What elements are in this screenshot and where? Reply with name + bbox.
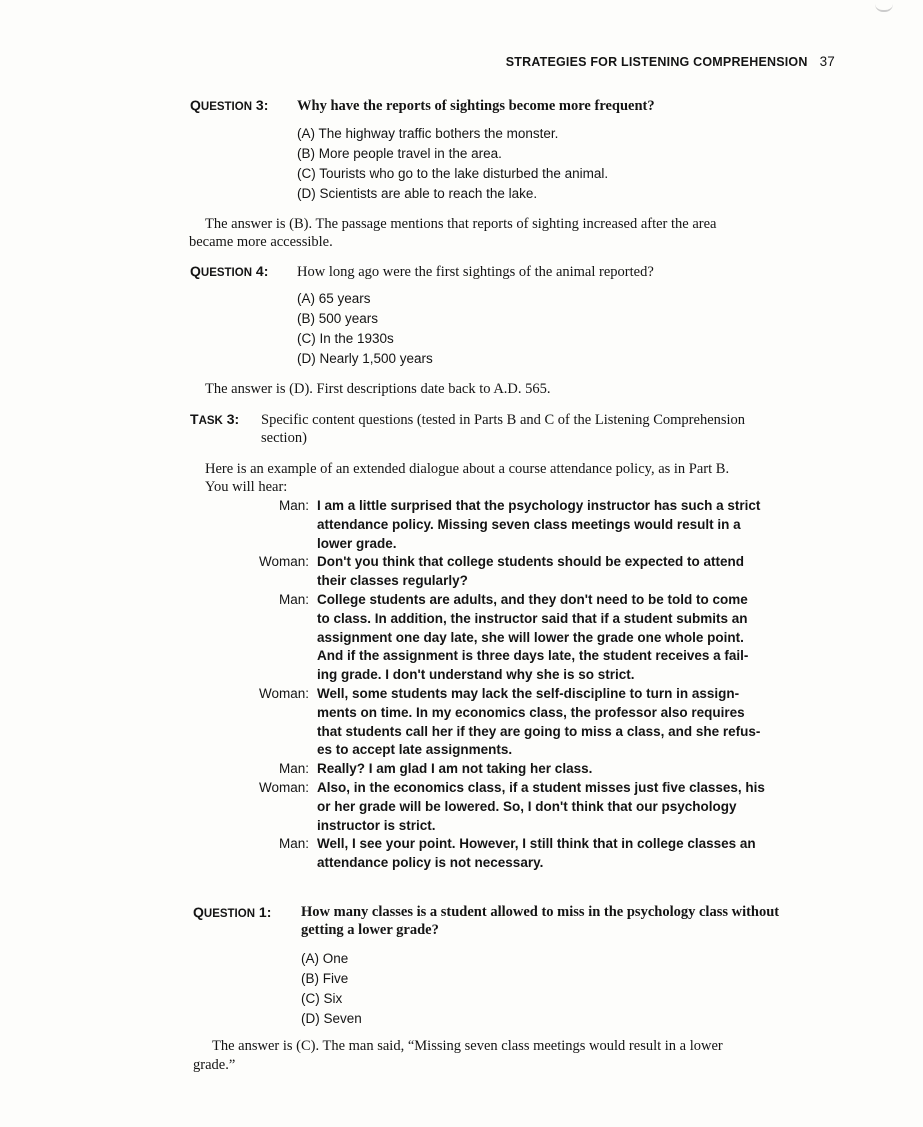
dialogue-line — [232, 629, 792, 648]
dialogue-line — [232, 854, 792, 873]
scan-artifact — [875, 4, 893, 12]
spoken-text: es to accept late assignments. — [317, 742, 513, 758]
spoken-text: Don't you think that college students should be expected to attend — [317, 554, 744, 570]
spoken-text: to class. In addition, the instructor said that if a student submits an — [317, 610, 748, 626]
speaker-label — [232, 817, 317, 836]
speaker-label — [232, 535, 317, 554]
dialogue-line — [232, 535, 792, 554]
option-a: (A) One — [301, 951, 349, 966]
spoken-text: College students are adults, and they don't need to be told to come — [317, 591, 748, 607]
dialogue-line — [232, 516, 792, 535]
page-number: 37 — [819, 54, 835, 69]
spoken-text: their classes regularly? — [317, 573, 468, 589]
spoken-text: or her grade will be lowered. So, I don't think that our psychology — [317, 798, 737, 814]
spoken-text: ments on time. In my economics class, the professor also requires — [317, 704, 745, 720]
speaker-label — [232, 572, 317, 591]
dialogue-line — [232, 835, 792, 854]
dialogue-line — [232, 666, 792, 685]
dialogue-line — [232, 723, 792, 742]
spoken-text: Well, some students may lack the self-discipline to turn in assign- — [317, 685, 740, 701]
speaker-label — [232, 647, 317, 666]
dialogue-line — [232, 798, 792, 817]
speaker-label — [232, 516, 317, 535]
speaker-label — [232, 629, 317, 648]
spoken-text: Also, in the economics class, if a student misses just five classes, his — [317, 779, 765, 795]
option-c: (C) Tourists who go to the lake disturbed the animal. — [297, 166, 609, 181]
option-b: (B) Five — [301, 971, 349, 986]
dialogue-line — [232, 741, 792, 760]
spoken-text: attendance policy is not necessary. — [317, 855, 544, 871]
speaker-label — [232, 741, 317, 760]
speaker-label — [232, 854, 317, 873]
speaker-label — [232, 798, 317, 817]
option-d: (D) Nearly 1,500 years — [297, 351, 433, 366]
spoken-text: I am a little surprised that the psychology instructor has such a strict — [317, 498, 761, 513]
spoken-text: ing grade. I don't understand why she is so strict. — [317, 667, 635, 683]
dialogue-line — [232, 591, 792, 610]
dialogue-line — [232, 610, 792, 629]
question-3-answer-cont: became more accessible. — [189, 234, 333, 250]
question-1-label: QUESTION 1: — [193, 904, 272, 920]
option-b: (B) More people travel in the area. — [297, 146, 502, 161]
question-1-answer-cont: grade.” — [193, 1057, 236, 1073]
dialogue-line — [232, 704, 792, 723]
option-d: (D) Scientists are able to reach the lake. — [297, 186, 538, 201]
question-4-answer: The answer is (D). First descriptions date back to A.D. 565. — [205, 381, 551, 397]
question-1-options — [301, 949, 362, 1029]
option-a: (A) 65 years — [297, 291, 371, 306]
task-3-text: Specific content questions (tested in Parts B and C of the Listening Comprehension section) — [261, 412, 746, 446]
dialogue-line — [232, 497, 792, 516]
dialogue-line — [232, 760, 792, 779]
speaker-label — [232, 704, 317, 723]
speaker-label: Man: — [278, 761, 309, 777]
option-b: (B) 500 years — [297, 311, 379, 326]
speaker-label: Man: — [278, 836, 309, 852]
dialogue-line — [232, 817, 792, 836]
question-1-text: How many classes is a student allowed to miss in the psychology class without getting a lower grade? — [301, 904, 780, 938]
question-3-options — [297, 124, 608, 204]
speaker-label — [232, 610, 317, 629]
option-a: (A) The highway traffic bothers the monster. — [297, 126, 559, 141]
dialogue-line — [232, 572, 792, 591]
question-4-text: How long ago were the first sightings of the animal reported? — [297, 264, 654, 280]
dialogue-line — [232, 779, 792, 798]
question-3-text: Why have the reports of sightings become more frequent? — [297, 98, 655, 114]
running-header — [506, 54, 835, 69]
spoken-text: Really? I am glad I am not taking her class. — [317, 761, 593, 777]
speaker-label — [232, 723, 317, 742]
speaker-label: Woman: — [258, 779, 309, 795]
question-3-answer: The answer is (B). The passage mentions that reports of sighting increased after the area — [205, 216, 717, 232]
speaker-label: Man: — [278, 591, 309, 607]
spoken-text: assignment one day late, she will lower the grade one whole point. — [317, 629, 744, 645]
dialogue-line — [232, 685, 792, 704]
option-c: (C) In the 1930s — [297, 331, 394, 346]
speaker-label: Man: — [278, 498, 309, 513]
dialogue-line — [232, 553, 792, 572]
task-3-label: TASK 3: — [190, 411, 240, 427]
spoken-text: instructor is strict. — [317, 817, 436, 833]
spoken-text: attendance policy. Missing seven class meetings would result in a — [317, 516, 741, 532]
option-c: (C) Six — [301, 991, 343, 1006]
running-title: STRATEGIES FOR LISTENING COMPREHENSION — [505, 55, 808, 69]
dialogue-line — [232, 647, 792, 666]
spoken-text: that students call her if they are going to miss a class, and she refus- — [317, 723, 761, 739]
speaker-label — [232, 666, 317, 685]
option-d: (D) Seven — [301, 1011, 362, 1026]
speaker-label: Woman: — [258, 554, 309, 570]
dialogue — [232, 497, 792, 873]
speaker-label: Woman: — [258, 685, 309, 701]
question-4-label: QUESTION 4: — [190, 263, 269, 279]
task-3-intro: Here is an example of an extended dialogue about a course attendance policy, as in Part B. You will hear: — [205, 461, 730, 495]
spoken-text: And if the assignment is three days late, the student receives a fail- — [317, 648, 749, 664]
question-4-options — [297, 289, 433, 369]
spoken-text: lower grade. — [317, 535, 397, 551]
question-3-label: QUESTION 3: — [190, 97, 269, 113]
question-1-answer: The answer is (C). The man said, “Missing seven class meetings would result in a lower — [212, 1038, 723, 1054]
spoken-text: Well, I see your point. However, I still think that in college classes an — [317, 836, 756, 852]
